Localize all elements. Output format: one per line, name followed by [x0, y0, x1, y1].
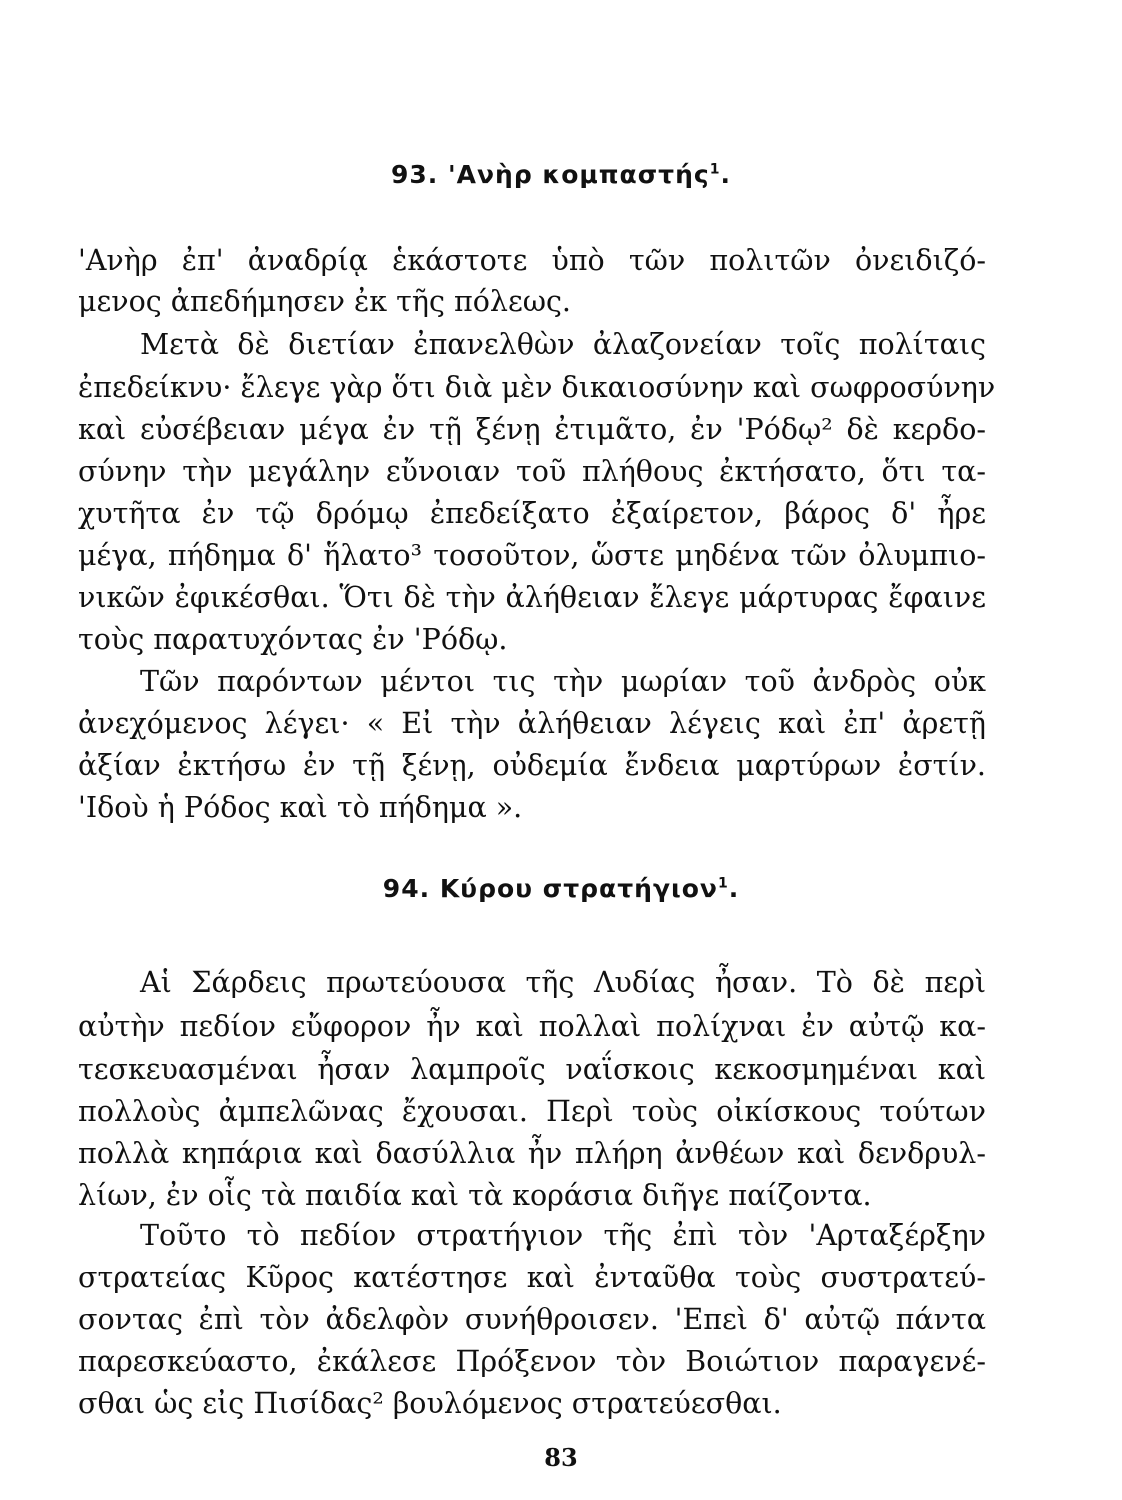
- section-93-line-13: ἀξίαν ἐκτήσω ἐν τῇ ξένῃ, οὐδεμία ἔνδεια μαρτύρων ἐστίν.: [78, 749, 986, 782]
- section-94-line-11: σθαι ὡς εἰς Πισίδας² βουλόμενος στρατεύεσθαι.: [78, 1387, 782, 1420]
- section-94-line-5: πολλὰ κηπάρια καὶ δασύλλια ἦν πλήρη ἀνθέων καὶ δενδρυλ-: [78, 1137, 986, 1170]
- section-93-line-6: σύνην τὴν μεγάλην εὔνοιαν τοῦ πλήθους ἐκτήσατο, ὅτι τα-: [78, 455, 986, 488]
- section-94-line-10: παρεσκεύαστο, ἐκάλεσε Πρόξενον τὸν Βοιώτιον παραγενέ-: [78, 1345, 986, 1378]
- section-93-title: 'Ανὴρ κομπαστής: [448, 160, 710, 189]
- section-93-line-7: χυτῆτα ἐν τῷ δρόμῳ ἐπεδείξατο ἐξαίρετον, βάρος δ' ἦρε: [78, 497, 986, 530]
- section-93-line-8: μέγα, πήδημα δ' ἥλατο³ τοσοῦτον, ὥστε μηδένα τῶν ὀλυμπιο-: [78, 539, 986, 572]
- section-93-number: 93.: [390, 160, 439, 189]
- page-number: 83: [544, 1443, 578, 1472]
- section-94-footnote-mark: 1: [717, 875, 729, 892]
- section-93-line-3: Μετὰ δὲ διετίαν ἐπανελθὼν ἀλαζονείαν τοῖς πολίταις: [140, 328, 986, 361]
- section-93-heading-period: .: [720, 160, 732, 189]
- section-94-line-8: στρατείας Κῦρος κατέστησε καὶ ἐνταῦθα τοὺς συστρατεύ-: [78, 1261, 986, 1294]
- section-94-heading-period: .: [728, 874, 740, 903]
- section-93-line-11: Τῶν παρόντων μέντοι τις τὴν μωρίαν τοῦ ἀνδρὸς οὐκ: [140, 665, 986, 698]
- section-94-line-6: λίων, ἐν οἷς τὰ παιδία καὶ τὰ κοράσια διῆγε παίζοντα.: [78, 1179, 872, 1212]
- section-94-title: Κύρου στρατήγιον: [439, 874, 718, 903]
- section-93-line-4: ἐπεδείκνυ· ἔλεγε γὰρ ὅτι διὰ μὲν δικαιοσύνην καὶ σωφροσύνην: [78, 371, 996, 404]
- section-93-line-10: τοὺς παρατυχόντας ἐν 'Ρόδῳ.: [78, 623, 508, 656]
- section-93-heading: [0, 160, 1122, 189]
- section-94-heading: [0, 874, 1122, 903]
- section-93-line-12: ἀνεχόμενος λέγει· « Εἰ τὴν ἀλήθειαν λέγεις καὶ ἐπ' ἀρετῇ: [78, 707, 986, 740]
- section-93-line-2: μενος ἀπεδήμησεν ἐκ τῆς πόλεως.: [78, 285, 571, 318]
- section-93-line-1: 'Ανὴρ ἐπ' ἀναδρίᾳ ἑκάστοτε ὑπὸ τῶν πολιτῶν ὀνειδιζό-: [78, 244, 986, 277]
- section-94-number: 94.: [382, 874, 431, 903]
- section-93-line-9: νικῶν ἐφικέσθαι. Ὅτι δὲ τὴν ἀλήθειαν ἔλεγε μάρτυρας ἔφαινε: [78, 581, 986, 614]
- section-94-line-7: Τοῦτο τὸ πεδίον στρατήγιον τῆς ἐπὶ τὸν 'Αρταξέρξην: [140, 1219, 986, 1252]
- section-94-line-2: αὐτὴν πεδίον εὔφορον ἦν καὶ πολλαὶ πολίχναι ἐν αὐτῷ κα-: [78, 1010, 986, 1043]
- section-94-line-3: τεσκευασμέναι ἦσαν λαμπροῖς ναΐσκοις κεκοσμημέναι καὶ: [78, 1053, 986, 1086]
- section-93-line-14: 'Ιδοὺ ἡ Ρόδος καὶ τὸ πήδημα ».: [78, 791, 523, 824]
- section-93-footnote-mark: 1: [709, 161, 721, 178]
- section-93-line-5: καὶ εὐσέβειαν μέγα ἐν τῇ ξένῃ ἐτιμᾶτο, ἐν 'Ρόδῳ² δὲ κερδο-: [78, 413, 986, 446]
- section-94-line-9: σοντας ἐπὶ τὸν ἀδελφὸν συνήθροισεν. 'Επεὶ δ' αὐτῷ πάντα: [78, 1303, 986, 1336]
- section-94-line-1: Αἱ Σάρδεις πρωτεύουσα τῆς Λυδίας ἦσαν. Τὸ δὲ περὶ: [140, 966, 986, 999]
- section-94-line-4: πολλοὺς ἀμπελῶνας ἔχουσαι. Περὶ τοὺς οἰκίσκους τούτων: [78, 1095, 986, 1128]
